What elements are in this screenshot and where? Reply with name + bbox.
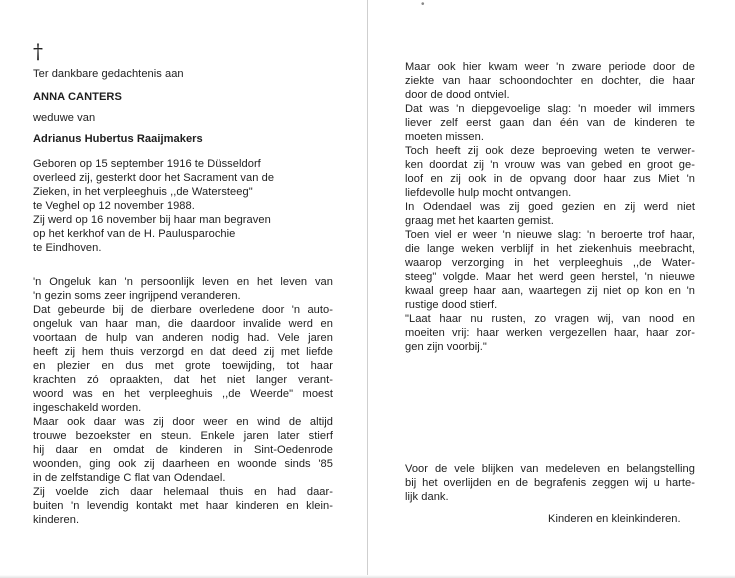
- text-line: Toch heeft zij ook deze beproeving weten te verwer-: [405, 145, 695, 157]
- text-line: krachten zó opraakten, dat het niet langer verant-: [33, 374, 333, 386]
- text-line: Voor de vele blijken van medeleven en belangstelling: [405, 463, 695, 475]
- birth-line: Geboren op 15 september 1916 te Düsseldorf: [33, 158, 261, 170]
- text-line: graag met het kaarten gemist.: [405, 215, 554, 227]
- text-line: loof en zij ook in de opvang door haar zus Miet 'n: [405, 173, 695, 185]
- text-line: 'n gezin soms zeer ingrijpend veranderen.: [33, 290, 241, 302]
- birth-line: overleed zij, gesterkt door het Sacrament van de: [33, 172, 275, 184]
- birth-line: Zieken, in het verpleeghuis ,,de Watersteeg": [33, 186, 253, 198]
- birth-line: op het kerkhof van de H. Paulusparochie: [33, 228, 236, 240]
- text-line: Dat gebeurde bij de dierbare overledene door 'n auto-: [33, 304, 333, 316]
- text-line: moeten missen.: [405, 131, 485, 143]
- text-line: liefdevolle hulp mocht ontvangen.: [405, 187, 572, 199]
- text-line: Maar ook daar was zij door weer en wind de altijd: [33, 416, 333, 428]
- birth-line: te Veghel op 12 november 1988.: [33, 200, 195, 212]
- printer-mark: •: [421, 0, 425, 10]
- text-line: woord was en het verpleeghuis ,,de Weerde" moest: [33, 388, 333, 400]
- text-line: ziekte van haar schoondochter en dochter, die haar: [405, 75, 695, 87]
- text-line: woonden, ging ook zij daarheen en woonde sinds '85: [33, 458, 333, 470]
- text-line: en plezier en dus met grote toewijding, tot haar: [33, 360, 333, 372]
- text-line: bij het overlijden en de begrafenis zeggen wij u harte-: [405, 477, 695, 489]
- widow-of-line: weduwe van: [33, 112, 96, 124]
- deceased-name: ANNA CANTERS: [33, 91, 122, 103]
- text-line: 'n Ongeluk kan 'n persoonlijk leven en het leven van: [33, 276, 333, 288]
- text-line: trouwe bezoekster en steun. Enkele jaren later stierf: [33, 430, 333, 442]
- text-line: Maar ook hier kwam weer 'n zware periode door de: [405, 61, 695, 73]
- text-line: liever zelf eerst gaan dan één van de kinderen te: [405, 117, 695, 129]
- text-line: kwaal greep haar aan, waartegen zij niet op kon en 'n: [405, 285, 695, 297]
- signature: Kinderen en kleinkinderen.: [548, 513, 681, 525]
- text-line: gen zijn voorbij.": [405, 341, 487, 353]
- text-line: buiten 'n levendig kontakt met haar kinderen en klein-: [33, 500, 333, 512]
- text-line: rustige dood stierf.: [405, 299, 498, 311]
- text-line: door de dood ontviel.: [405, 89, 510, 101]
- text-line: steeg" volgde. Maar het werd geen herstel, 'n nieuwe: [405, 271, 695, 283]
- text-line: die lange weken verblijf in het ziekenhuis meebracht,: [405, 243, 695, 255]
- text-line: waarop verzorging in het verpleeghuis ,,de Water-: [405, 257, 695, 269]
- spouse-name: Adrianus Hubertus Raaijmakers: [33, 133, 203, 145]
- fold-divider: [367, 0, 368, 578]
- text-line: in de zelfstandige C flat van Odendael.: [33, 472, 226, 484]
- text-line: Toen viel er weer 'n nieuwe slag: 'n beroerte trof haar,: [405, 229, 695, 241]
- text-line: ken doordat zij 'n vrouw was van gebed en groot ge-: [405, 159, 695, 171]
- text-line: "Laat haar nu rusten, zo vragen wij, van nood en: [405, 313, 695, 325]
- text-line: ingeschakeld worden.: [33, 402, 142, 414]
- text-line: Dat was 'n diepgevoelige slag: 'n moeder wil immers: [405, 103, 695, 115]
- text-line: heeft zij hem thuis verzorgd en dat deed zij met liefde: [33, 346, 333, 358]
- text-line: voortaan de hulp van anderen nodig had. Vele jaren: [33, 332, 333, 344]
- dedication-line: Ter dankbare gedachtenis aan: [33, 68, 184, 80]
- cross-icon: †: [33, 39, 43, 63]
- birth-line: Zij werd op 16 november bij haar man begraven: [33, 214, 271, 226]
- text-line: moeiten vrij: haar werken vergezellen haar, haar zor-: [405, 327, 695, 339]
- text-line: kinderen.: [33, 514, 80, 526]
- text-line: lijk dank.: [405, 491, 449, 503]
- text-line: Zij voelde zich daar helemaal thuis en had daar-: [33, 486, 333, 498]
- text-line: hij daar en omdat de kinderen in Sint-Oedenrode: [33, 444, 333, 456]
- birth-line: te Eindhoven.: [33, 242, 102, 254]
- text-line: In Odendael was zij goed gezien en zij werd niet: [405, 201, 695, 213]
- text-line: ongeluk van haar man, die daardoor invalide werd en: [33, 318, 333, 330]
